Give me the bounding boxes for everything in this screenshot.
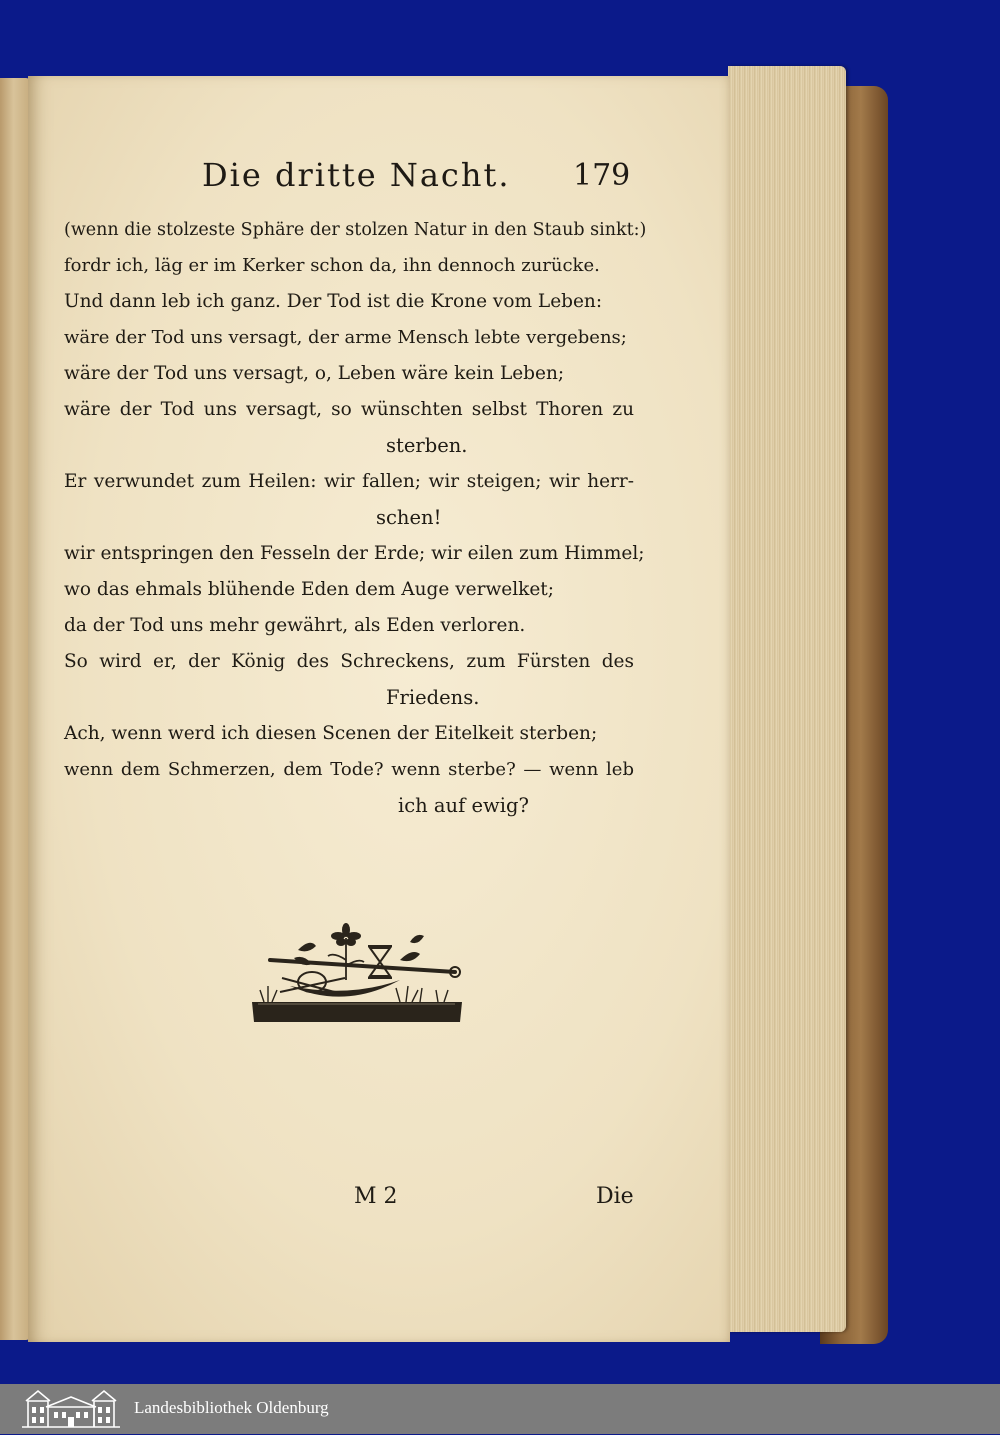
verse-continuation: schen!: [376, 506, 442, 529]
page-edges: [728, 66, 846, 1332]
verse-line: wenn dem Schmerzen, dem Tode? wenn sterbe? — wenn leb: [64, 759, 634, 780]
library-name: Landesbibliothek Oldenburg: [134, 1398, 329, 1417]
verse-line: (wenn die stolzeste Sphäre der stolzen Natur in den Staub sinkt:): [64, 220, 647, 240]
verse-line: wäre der Tod uns versagt, o, Leben wäre kein Leben;: [64, 363, 565, 384]
verse-continuation: ich auf ewig?: [398, 794, 529, 817]
verse-line: da der Tod uns mehr gewährt, als Eden verloren.: [64, 615, 526, 636]
verse-line: Er verwundet zum Heilen: wir fallen; wir steigen; wir herr-: [64, 471, 634, 492]
catchword: Die: [596, 1184, 634, 1209]
verse-line: fordr ich, läg er im Kerker schon da, ihn dennoch zurücke.: [64, 255, 600, 276]
library-building-icon: [18, 1387, 124, 1435]
verse-line: Und dann leb ich ganz. Der Tod ist die Krone vom Leben:: [64, 291, 603, 312]
verse-line: wir entspringen den Fesseln der Erde; wir eilen zum Himmel;: [64, 543, 645, 564]
verse-line: wäre der Tod uns versagt, so wünschten selbst Thoren zu: [64, 399, 634, 420]
library-footer-bar: [0, 1384, 1000, 1434]
verse-line: So wird er, der König des Schreckens, zum Fürsten des: [64, 651, 634, 672]
previous-page-edge: [0, 78, 30, 1340]
verse-continuation: Friedens.: [386, 686, 480, 709]
page-number: 179: [573, 158, 631, 193]
verse-line: Ach, wenn werd ich diesen Scenen der Eitelkeit sterben;: [64, 723, 598, 744]
verse-line: wo das ehmals blühende Eden dem Auge verwelket;: [64, 579, 554, 600]
verse-block: [64, 212, 647, 824]
verse-line: wäre der Tod uns versagt, der arme Mensch lebte vergebens;: [64, 327, 627, 348]
verse-continuation: sterben.: [386, 434, 468, 457]
running-head: Die dritte Nacht.: [202, 156, 511, 194]
vanitas-ornament-icon: [250, 920, 465, 1029]
signature-mark: M 2: [354, 1184, 398, 1209]
